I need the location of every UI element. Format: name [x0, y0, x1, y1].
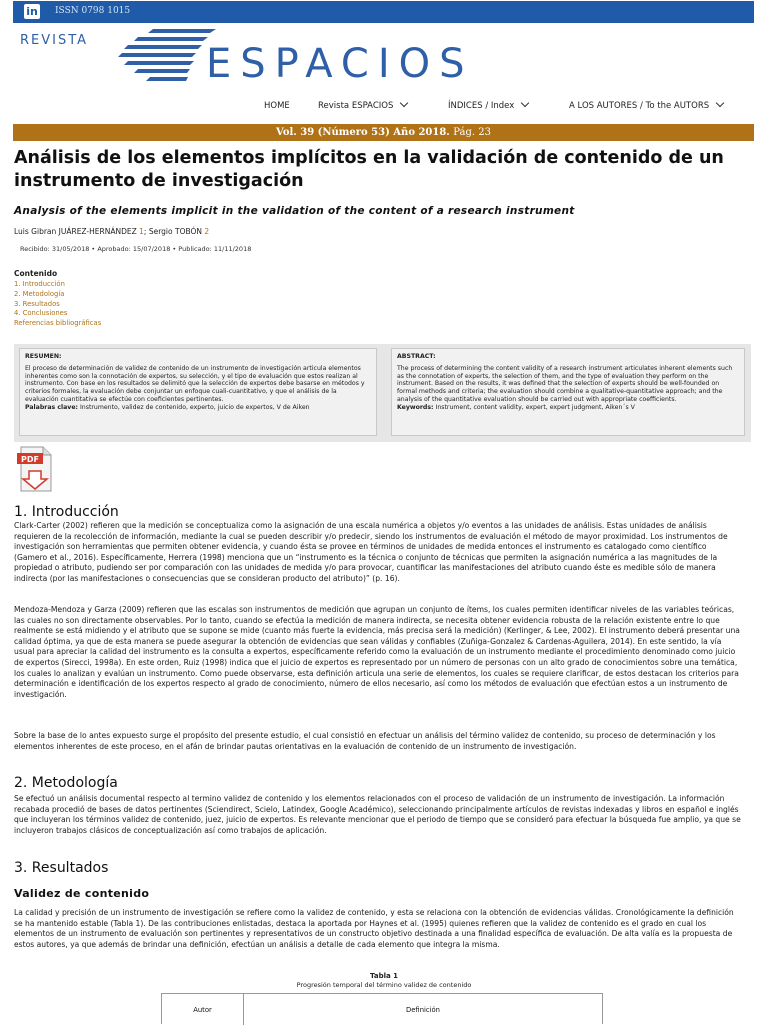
keywords	[397, 404, 739, 412]
pdf-download-icon[interactable]	[17, 445, 53, 493]
abstract-panel	[391, 348, 745, 436]
section-resultados-title: 3. Resultados	[14, 860, 109, 876]
chevron-down-icon	[400, 99, 408, 107]
intro-paragraph-1: Clark-Carter (2002) refieren que la medición se conceptualiza como la asignación de una escala numérica a objetos y/o eventos a las unidades de análisis. Estas unidades de análisis requieren de la recolección de información, mediante la cual se pueden describir y/o predecir, siendo los instrumentos de evaluación el método de mayor proximidad. Los instrumentos de investigación son herramientas que permiten obtener evidencia, y cuando ésta se provee en términos de unidades de medida entonces el instrumento es catalogado como científico (Gamero et al., 2016). Específicamente, Herrera (1998) menciona que un “instrumento es la técnica o conjunto de técnicas que permiten la asignación numérica a las magnitudes de la propiedad o atributo, pudiendo ser por comparación con las unidades de medida y/o para provocar, cuantificar las manifestaciones del atributo cuando éste es medible sólo de manera indirecta (por las manifestaciones o consecuencias que se consideran producto del atributo)” (p. 16).	[14, 521, 728, 583]
palabras-clave-text: Instrumento, validez de contenido, experto, juicio de expertos, V de Aiken	[79, 403, 310, 411]
toc-link-introduccion[interactable]: 1. Introducción	[14, 280, 65, 288]
subsection-validez-title: Validez de contenido	[14, 887, 150, 900]
section-introduccion-title: 1. Introducción	[14, 504, 119, 520]
toc-link-referencias[interactable]: Referencias bibliográficas	[14, 319, 102, 328]
table-header-autor: Autor	[162, 994, 244, 1025]
toc-link-metodologia[interactable]: 2. Metodología	[14, 289, 65, 298]
chevron-down-icon	[716, 99, 724, 107]
resultados-paragraph: La calidad y precisión de un instrumento de investigación se refiere como la validez de contenido, y esta se relaciona con la obtención de evidencias válidas. Cronológicamente la definición se ha mantenido estable (Tabla 1). De las contribuciones enlistadas, destaca la aportada por Haynes et al. (1995) quienes refieren que la validez de contenido es el grado en cual los elementos de un instrumento de evaluación son pertinentes y representativos de un constructo objetivo destinada a una finalidad específica de evaluación. De alta valía es la propuesta de estos autores, ya que además de brindar una definición, efectúan un análisis a detalle de cada elemento que integra la misma.	[14, 908, 734, 949]
espacios-logo[interactable]	[18, 27, 498, 89]
section-metodologia-title: 2. Metodología	[14, 775, 118, 791]
table-of-contents	[14, 269, 101, 329]
nav-home[interactable]	[264, 101, 290, 111]
toc-link-conclusiones[interactable]: 4. Conclusiones	[14, 309, 68, 318]
author-separator: ;	[143, 227, 147, 236]
logo-espacios-text: ESPACIOS	[206, 41, 474, 87]
article-title: Análisis de los elementos implícitos en la validación de contenido de un instrumento de investigación	[14, 148, 724, 191]
resumen-text: El proceso de determinación de validez de contenido de un instrumento de investigación articula elementos inherentes como son la connotación de expertos, su selección, y el tipo de evaluación que estos realizan al instrumento. Con base en los resultados se delimitó que la selección de expertos debe basarse en métodos y criterios formales, la evaluación debe conjuntar un enfoque cuali-cuantitativo, y que el análisis de la evaluación cuantitativa se efectúe con coeficientes pertinentes.	[25, 364, 365, 403]
page-number: Pág. 23	[453, 127, 492, 138]
toc-link-resultados[interactable]: 3. Resultados	[14, 299, 60, 308]
table-caption: Progresión temporal del término validez de contenido	[296, 981, 472, 989]
contents-heading: Contenido	[14, 269, 58, 278]
author-2[interactable]: Sergio TOBÓN	[148, 227, 202, 236]
palabras-clave	[25, 404, 371, 412]
pdf-label: PDF	[21, 455, 39, 464]
nav-revista-label: Revista ESPACIOS	[318, 101, 394, 111]
author-1-affiliation[interactable]: 1	[139, 227, 144, 236]
nav-home-label: HOME	[264, 101, 290, 111]
table-1	[161, 993, 603, 1024]
article-subtitle: Analysis of the elements implicit in the validation of the content of a research instrument	[14, 205, 575, 217]
linkedin-icon[interactable]: in	[24, 4, 40, 19]
abstract-heading: ABSTRACT:	[397, 353, 436, 360]
author-2-affiliation[interactable]: 2	[204, 227, 210, 236]
table-title: Tabla 1	[369, 972, 399, 980]
volume-text: Vol. 39 (Número 53) Año 2018.	[275, 127, 450, 138]
keywords-label: Keywords:	[397, 403, 434, 411]
nav-revista[interactable]	[318, 101, 407, 111]
nav-autores-label: A LOS AUTORES / To the AUTORS	[569, 101, 710, 111]
chevron-down-icon	[521, 99, 529, 107]
table-header-definicion: Definición	[406, 1006, 440, 1014]
palabras-clave-label: Palabras clave:	[25, 403, 79, 411]
intro-paragraph-2: Mendoza-Mendoza y Garza (2009) refieren que las escalas son instrumentos de medición que agrupan un conjunto de ítems, los cuales permiten identificar niveles de las variables teóricas, las cuales no son directamente observables. Por lo tanto, cuando se efectúa la medición de manera indirecta, se necesita obtener evidencia robusta de la relación existente entre lo que realmente se está midiendo y el atributo que se supone se mide (cuanto más fuerte la evidencia, más precisa será la medición) (Kerlinger, & Lee, 2002). El instrumento deberá presentar una calidad óptima, ya que de esta manera se puede asegurar la obtención de evidencias que sean válidas y confiables (Zuñiga-Gonzalez & Cardenas-Aguilera, 2014). En este sentido, la vía usual para apreciar la calidad del instrumento es la consulta a expertos, específicamente referido como la evaluación de un instrumento mediante el procedimiento denominado como juicio de expertos (Sirecci, 1998a). En este orden, Ruiz (1998) indica que el juicio de expertos es representado por un número de personas con un alto grado de conocimientos sobre una temática, los cuales lo analizan y evalúan un instrumento. Como puede observarse, esta definición articula una serie de elementos, los cuales se requiere clarificar, de estos destacan los criterios para determinación e identificación de los expertos respecto al grado de conocimiento, número de ellos necesario, así como los métodos de evaluación que efectúan estos a un instrumento de investigación.	[14, 605, 740, 699]
resumen-panel	[19, 348, 377, 436]
keywords-text: Instrument, content validity, expert, expert judgment, Aiken´s V	[435, 403, 635, 411]
abstract-box	[14, 344, 751, 442]
intro-paragraph-3: Sobre la base de lo antes expuesto surge el propósito del presente estudio, el cual consistió en efectuar un análisis del término validez de contenido, su proceso de determinación y los elementos inherentes de este proceso, en el afán de brindar pautas orientativas en la evaluación de contenido de un instrumento de investigación.	[14, 731, 716, 751]
author-1[interactable]: Luis Gibran JUÁREZ-HERNÁNDEZ	[14, 227, 137, 236]
top-bar	[13, 1, 754, 23]
authors	[14, 227, 209, 236]
resumen-heading: RESUMEN:	[25, 353, 62, 360]
nav-indices[interactable]	[448, 101, 528, 111]
abstract-text: The process of determining the content validity of a research instrument articulates inherent elements such as the connotation of experts, the selection of them, and the type of evaluation they perform on the instrument. Based on the results, it was defined that the selection of experts should be well-founded on formal methods and criteria; the evaluation should combine a qualitative-quantitative approach; and the analysis of the quantitative evaluation should be carried out with appropriate coefficients.	[397, 364, 733, 403]
nav-indices-label: ÍNDICES / Index	[448, 101, 515, 111]
volume-bar	[13, 124, 754, 141]
metodologia-paragraph: Se efectuó un análisis documental respecto al termino validez de contenido y los elementos relacionados con el proceso de validación de un instrumento de investigación. La información recabada procedió de bases de datos pertinentes (Sciendirect, Scielo, Latindex, Google Académico), seleccionando principalmente artículos de revistas indexadas y libros en español e inglés que incluyeran los términos validez de contenido, juez, juicio de expertos. Es relevante mencionar que el periodo de tiempo que se consideró para efectuar la búsqueda fue amplio, ya que se incluyeron trabajos clásicos de conceptualización así como trabajos de aplicación.	[14, 794, 741, 835]
issn-text: ISSN 0798 1015	[55, 6, 131, 16]
nav-autores[interactable]	[569, 101, 723, 111]
logo-revista-text: REVISTA	[20, 33, 89, 48]
publication-dates: Recibido: 31/05/2018 • Aprobado: 15/07/2018 • Publicado: 11/11/2018	[20, 245, 252, 253]
